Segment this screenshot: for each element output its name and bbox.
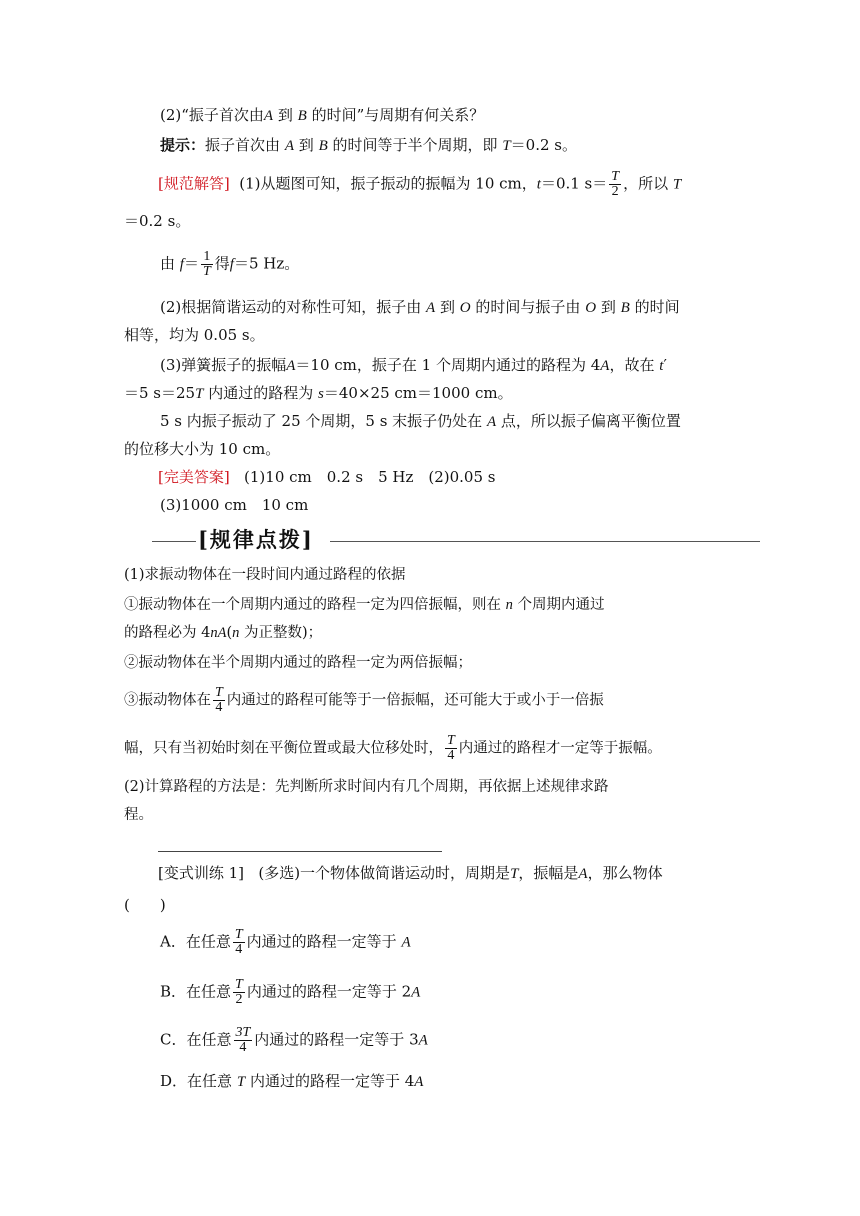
rules-divider-right xyxy=(330,541,760,542)
fraction-T-over-4: $\frac{T}{4}$ xyxy=(447,733,455,763)
exercise-stem: [变式训练 1] (多选)一个物体做简谐运动时，周期是T，振幅是A，那么物体 xyxy=(158,864,663,882)
standard-answer-label: [规范解答] xyxy=(158,174,230,193)
option-d[interactable]: D．在任意 T 内通过的路程一定等于 4A xyxy=(160,1072,424,1090)
fraction-1-over-T: $\frac{1}{T}$ xyxy=(202,249,211,279)
exercise-paren: ( ) xyxy=(124,896,166,914)
rules-line-1: (1)求振动物体在一段时间内通过路程的依据 xyxy=(124,567,406,583)
rules-title: [规律点拨] xyxy=(198,527,314,552)
fraction-T-over-2: $\frac{T}{2}$ xyxy=(611,169,620,199)
fraction-T-over-4: $\frac{T}{4}$ xyxy=(215,685,223,715)
answer-part-2: (2)根据简谐运动的对称性可知，振子由 A 到 O 的时间与振子由 O 到 B 的时间 xyxy=(160,298,680,316)
answer-line-1b: ＝0.2 s。 xyxy=(124,212,191,230)
option-a[interactable]: A．在任意 $\frac{T}{4}$ 内通过的路程一定等于 A xyxy=(160,927,411,957)
section-divider xyxy=(158,851,442,852)
question-2: (2)“振子首次由A 到 B 的时间”与周期有何关系？ xyxy=(160,106,485,124)
rules-divider-left xyxy=(152,541,196,542)
option-b-fraction: $\frac{T}{2}$ xyxy=(235,977,243,1007)
rules-line-7: (2)计算路程的方法是：先判断所求时间内有几个周期，再依据上述规律求路 xyxy=(124,779,609,795)
answer-frequency-line: 由 f＝ $\frac{1}{T}$ 得f＝5 Hz。 xyxy=(160,249,300,279)
option-c-fraction: $\frac{3T}{4}$ xyxy=(235,1025,251,1055)
rules-line-2: ①振动物体在一个周期内通过的路程一定为四倍振幅，则在 n 个周期内通过 xyxy=(124,597,605,613)
answer-line-1: [规范解答] (1)从题图可知，振子振动的振幅为 10 cm，t＝0.1 s＝ $\frac{T}{2}$ ，所以 T xyxy=(158,169,682,199)
answer-part-2b: 相等，均为 0.05 s。 xyxy=(124,326,265,344)
answer-part-3: (3)弹簧振子的振幅A＝10 cm，振子在 1 个周期内通过的路程为 4A，故在 t′ xyxy=(160,356,667,374)
answer-part-3c: 5 s 内振子振动了 25 个周期，5 s 末振子仍处在 A 点，所以振子偏离平衡位置 xyxy=(160,412,681,430)
rules-line-4: ②振动物体在半个周期内通过的路程一定为两倍振幅； xyxy=(124,655,472,671)
answer-part-3d: 的位移大小为 10 cm。 xyxy=(124,440,281,458)
rules-line-8: 程。 xyxy=(124,807,153,823)
rules-line-3: 的路程必为 4nA(n 为正整数)； xyxy=(124,625,323,641)
rules-line-6: 幅，只有当初始时刻在平衡位置或最大位移处时， $\frac{T}{4}$ 内通过的路程才一定等于振幅。 xyxy=(124,733,662,763)
rules-line-5: ③振动物体在 $\frac{T}{4}$ 内通过的路程可能等于一倍振幅，还可能大于或小于一倍振 xyxy=(124,685,604,715)
exercise-label: [变式训练 1] xyxy=(158,864,245,882)
option-c[interactable]: C．在任意 $\frac{3T}{4}$ 内通过的路程一定等于 3A xyxy=(160,1025,428,1055)
answer-part-3b: ＝5 s＝25T 内通过的路程为 s＝40×25 cm＝1000 cm。 xyxy=(124,384,513,402)
perfect-answer-line-1: [完美答案] (1)10 cm 0.2 s 5 Hz (2)0.05 s xyxy=(158,468,496,486)
perfect-answer-line-2: (3)1000 cm 10 cm xyxy=(160,496,309,514)
option-b[interactable]: B．在任意 $\frac{T}{2}$ 内通过的路程一定等于 2A xyxy=(160,977,421,1007)
perfect-answer-label: [完美答案] xyxy=(158,468,230,486)
hint-line: 提示：振子首次由 A 到 B 的时间等于半个周期，即 T＝0.2 s。 xyxy=(160,136,577,154)
option-a-fraction: $\frac{T}{4}$ xyxy=(234,927,243,957)
